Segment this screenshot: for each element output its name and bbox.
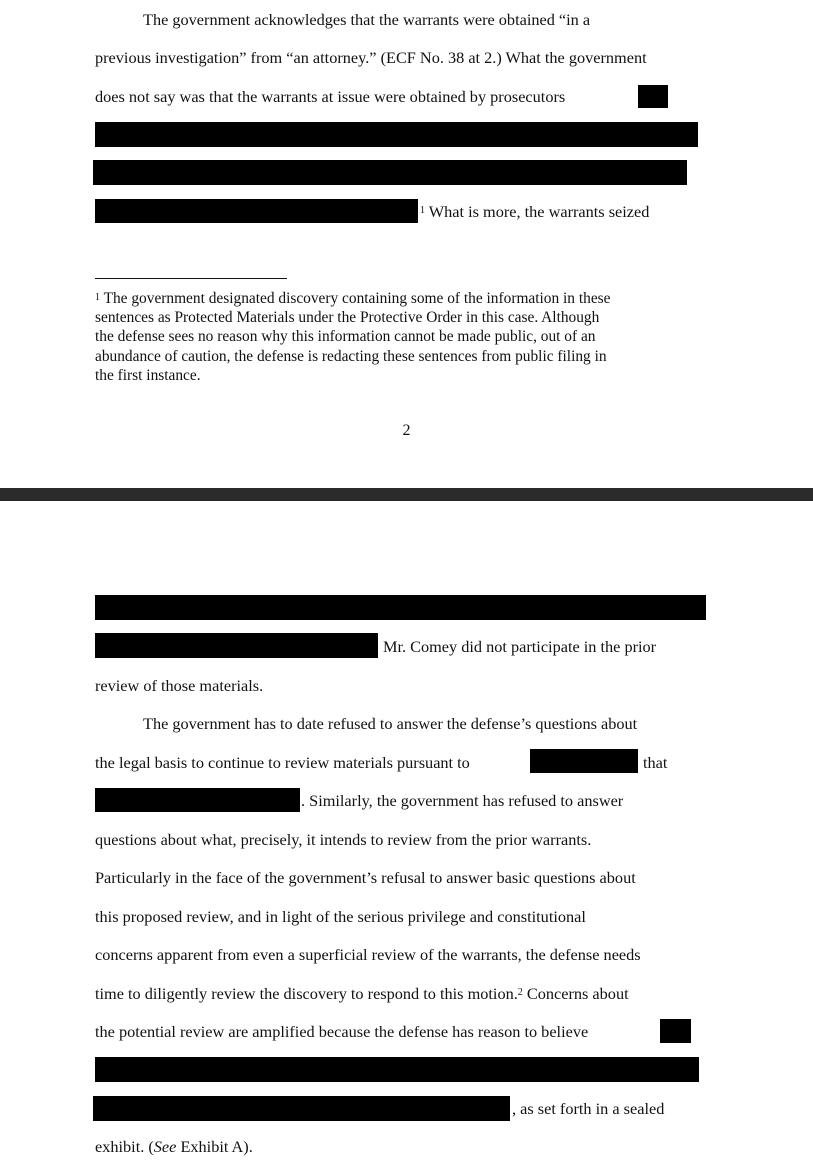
redaction-block xyxy=(93,160,687,185)
body-text-line-with-footnote xyxy=(95,984,629,1004)
body-text-line: Particularly in the face of the government’s refusal to answer basic questions about xyxy=(95,868,636,887)
footnote-line xyxy=(95,289,610,308)
redaction-block xyxy=(95,122,698,147)
page-divider xyxy=(0,488,813,501)
footnote-line: sentences as Protected Materials under the Protective Order in this case. Although xyxy=(95,309,600,326)
body-text-line: The government has to date refused to answer the defense’s questions about xyxy=(143,714,638,733)
page-number: 2 xyxy=(402,422,411,439)
footnote-reference[interactable]: 1 xyxy=(420,205,425,216)
citation-signal: See xyxy=(153,1137,177,1156)
footnote-text: The government designated discovery containing some of the information in these xyxy=(103,290,611,307)
body-text-line: that xyxy=(643,753,668,772)
redaction-block xyxy=(93,1096,510,1121)
footnote-line: abundance of caution, the defense is redacting these sentences from public filing in xyxy=(95,348,607,365)
body-text-line: . Similarly, the government has refused to answer xyxy=(301,791,624,810)
body-text-line: the legal basis to continue to review materials pursuant to xyxy=(95,753,470,772)
footnote-marker: 1 xyxy=(95,292,100,303)
body-text-line: does not say was that the warrants at issue were obtained by prosecutors xyxy=(95,87,566,106)
document-page-3 xyxy=(0,501,813,1176)
body-text-line: Mr. Comey did not participate in the prior xyxy=(383,637,657,656)
redaction-block xyxy=(95,788,300,812)
body-text-line: the potential review are amplified because the defense has reason to believe xyxy=(95,1022,589,1041)
body-text: Concerns about xyxy=(526,984,629,1003)
body-text-line: this proposed review, and in light of the serious privilege and constitutional xyxy=(95,907,586,926)
redaction-block xyxy=(660,1019,691,1043)
body-text-line-with-footnote xyxy=(420,202,649,222)
body-text-line: The government acknowledges that the warrants were obtained “in a xyxy=(143,10,591,29)
redaction-block xyxy=(95,199,418,223)
redaction-block xyxy=(95,1057,699,1082)
redaction-block xyxy=(95,633,378,658)
footnote-line: the defense sees no reason why this information cannot be made public, out of an xyxy=(95,328,596,345)
redaction-block xyxy=(95,595,706,620)
exhibit-reference[interactable]: Exhibit A). xyxy=(176,1137,253,1156)
redaction-block xyxy=(530,749,638,773)
body-text-line: , as set forth in a sealed xyxy=(512,1099,665,1118)
body-text: What is more, the warrants seized xyxy=(428,202,650,221)
footnote-reference[interactable]: 2 xyxy=(517,987,523,998)
body-text-line xyxy=(95,1137,253,1157)
body-text-line: previous investigation” from “an attorney.” (ECF No. 38 at 2.) What the government xyxy=(95,48,647,67)
footnote-line: the first instance. xyxy=(95,367,201,384)
document-page-2 xyxy=(0,0,813,488)
body-text-line: review of those materials. xyxy=(95,676,264,695)
redaction-block xyxy=(638,85,668,108)
footnote-separator xyxy=(95,278,287,279)
body-text: time to diligently review the discovery to respond to this motion. xyxy=(95,984,518,1003)
body-text-line: concerns apparent from even a superficial review of the warrants, the defense needs xyxy=(95,945,641,964)
body-text: exhibit. ( xyxy=(95,1137,154,1156)
body-text-line: questions about what, precisely, it intends to review from the prior warrants. xyxy=(95,830,592,849)
